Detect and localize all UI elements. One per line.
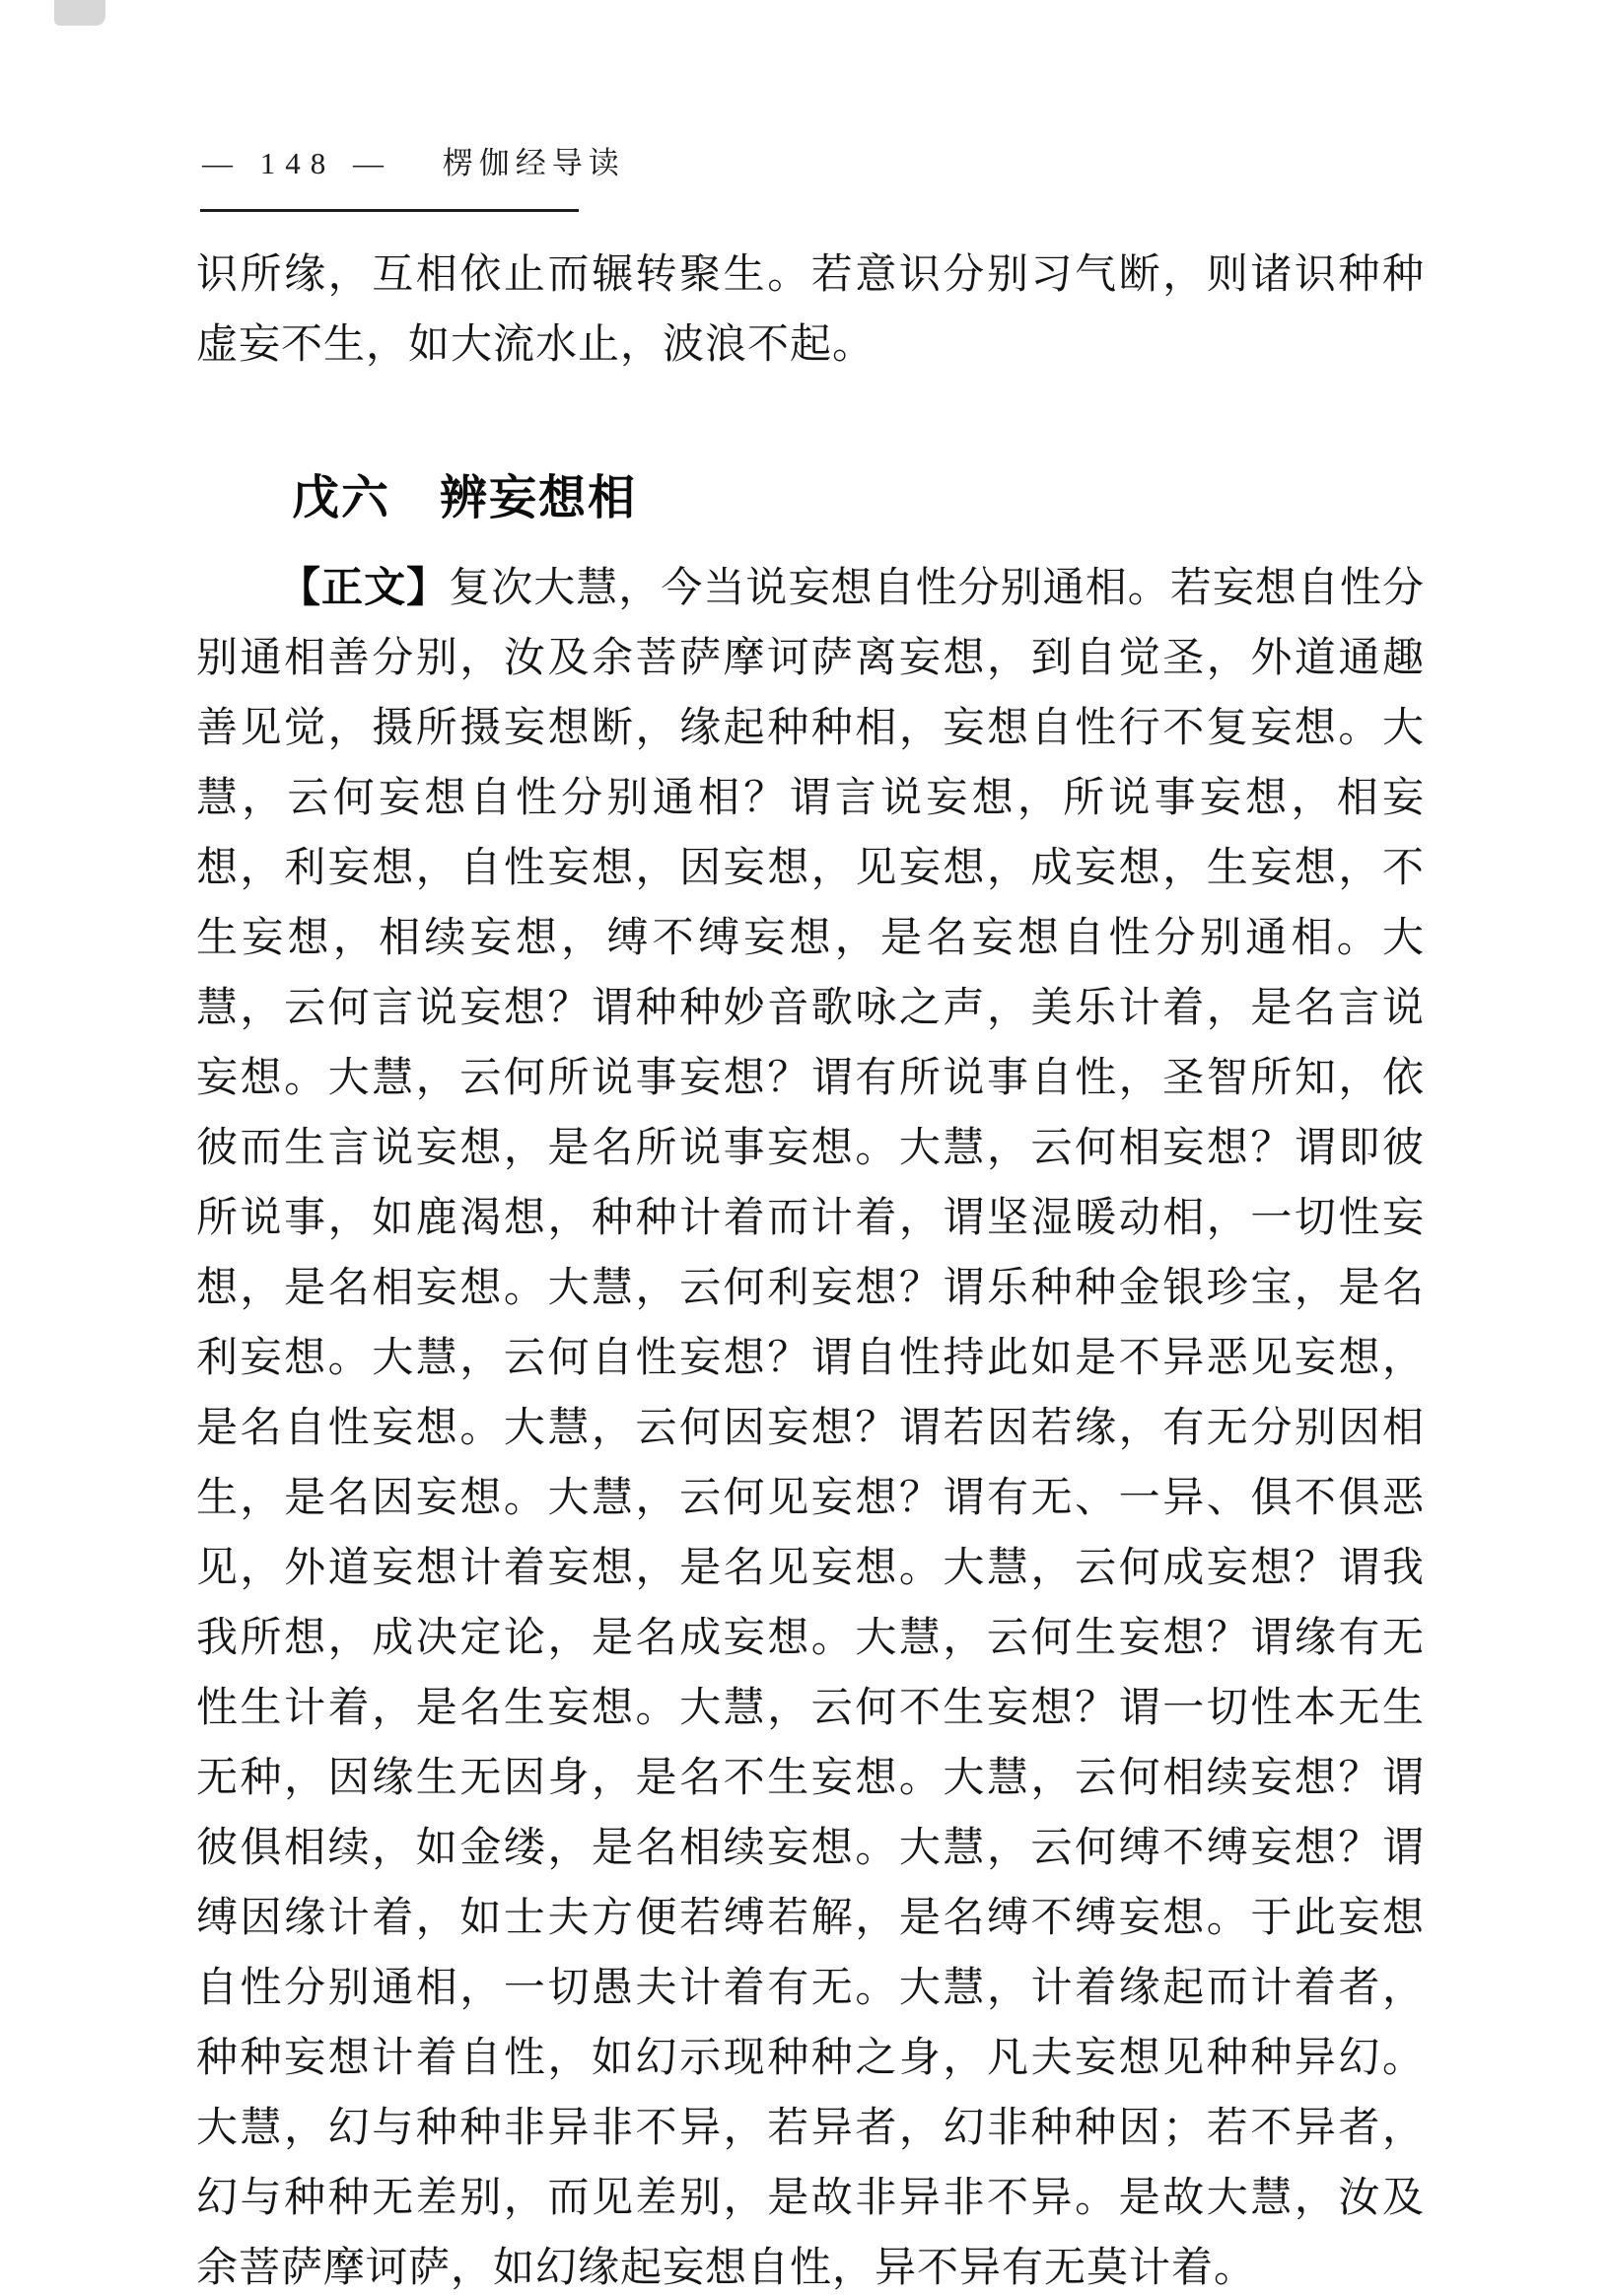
main-text-paragraph <box>196 554 1425 2296</box>
running-header <box>202 138 625 182</box>
section-heading: 戊六 辨妄想相 <box>292 472 638 524</box>
zhengwen-label: 【正文】 <box>279 566 450 611</box>
page-body-text <box>196 241 1425 2296</box>
header-rule-divider <box>200 209 579 212</box>
book-title: 楞伽经导读 <box>442 146 625 180</box>
scan-smudge-artifact <box>54 0 105 26</box>
continuation-paragraph: 识所缘，互相依止而辗转聚生。若意识分别习气断，则诸识种种虚妄不生，如大流水止，波浪不起。 <box>196 252 1425 368</box>
page-number: — 148 — <box>202 146 393 180</box>
main-text-body: 复次大慧，今当说妄想自性分别通相。若妄想自性分别通相善分别，汝及余菩萨摩诃萨离妄想，到自觉圣，外道通趣善见觉，摄所摄妄想断，缘起种种相，妄想自性行不复妄想。大慧，云何妄想自性分别通相？谓言说妄想，所说事妄想，相妄想，利妄想，自性妄想，因妄想，见妄想，成妄想，生妄想，不生妄想，相续妄想，缚不缚妄想，是名妄想自性分别通相。大慧，云何言说妄想？谓种种妙音歌咏之声，美乐计着，是名言说妄想。大慧，云何所说事妄想？谓有所说事自性，圣智所知，依彼而生言说妄想，是名所说事妄想。大慧，云何相妄想？谓即彼所说事，如鹿渴想，种种计着而计着，谓坚湿暖动相，一切性妄想，是名相妄想。大慧，云何利妄想？谓乐种种金银珍宝，是名利妄想。大慧，云何自性妄想？谓自性持此如是不异恶见妄想，是名自性妄想。大慧，云何因妄想？谓若因若缘，有无分别因相生，是名因妄想。大慧，云何见妄想？谓有无、一异、俱不俱恶见，外道妄想计着妄想，是名见妄想。大慧，云何成妄想？谓我我所想，成决定论，是名成妄想。大慧，云何生妄想？谓缘有无性生计着，是名生妄想。大慧，云何不生妄想？谓一切性本无生无种，因缘生无因身，是名不生妄想。大慧，云何相续妄想？谓彼俱相续，如金缕，是名相续妄想。大慧，云何缚不缚妄想？谓缚因缘计着，如士夫方便若缚若解，是名缚不缚妄想。于此妄想自性分别通相，一切愚夫计着有无。大慧，计着缘起而计着者，种种妄想计着自性，如幻示现种种之身，凡夫妄想见种种异幻。大慧，幻与种种非异非不异，若异者，幻非种种因；若不异者，幻与种种无差别，而见差别，是故非异非不异。是故大慧，汝及余菩萨摩诃萨，如幻缘起妄想自性，异不异有无莫计着。 <box>196 566 1425 2291</box>
